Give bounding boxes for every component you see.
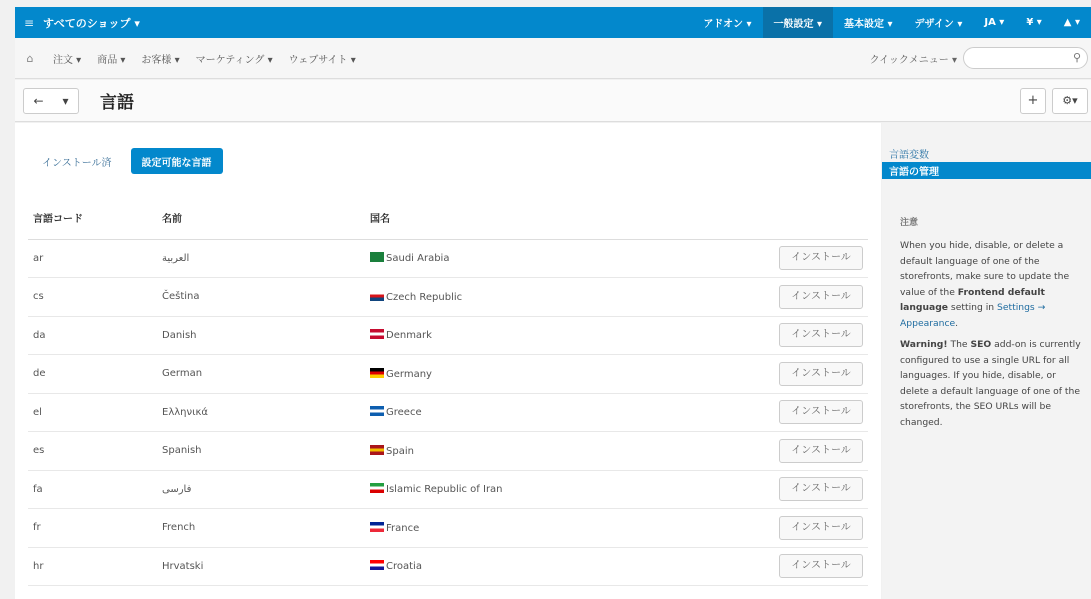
language-code: de bbox=[28, 355, 162, 394]
top-menu bbox=[692, 7, 1091, 38]
home-icon[interactable]: ⌂ bbox=[26, 51, 34, 65]
language-code: el bbox=[28, 393, 162, 432]
table-row bbox=[28, 547, 868, 586]
flag-icon bbox=[370, 445, 384, 455]
language-code: es bbox=[28, 432, 162, 471]
language-name: فارسی bbox=[162, 470, 370, 509]
add-button[interactable]: + bbox=[1020, 88, 1046, 114]
tabs bbox=[31, 148, 231, 174]
language-name: Ελληνικά bbox=[162, 393, 370, 432]
country-name: Greece bbox=[386, 407, 422, 419]
language-name: العربية bbox=[162, 239, 370, 278]
language-code: fa bbox=[28, 470, 162, 509]
tab-available-languages[interactable]: 設定可能な言語 bbox=[131, 148, 223, 174]
install-button[interactable]: インストール bbox=[779, 362, 863, 386]
country-name: Islamic Republic of Iran bbox=[386, 484, 503, 496]
table-header-row bbox=[28, 196, 868, 239]
secondary-menu-item[interactable]: マーケティング ▾ bbox=[195, 54, 273, 66]
language-code: cs bbox=[28, 278, 162, 317]
flag-icon bbox=[370, 291, 384, 301]
language-name: Danish bbox=[162, 316, 370, 355]
language-name: German bbox=[162, 355, 370, 394]
flag-icon bbox=[370, 560, 384, 570]
table-row bbox=[28, 239, 868, 278]
install-button[interactable]: インストール bbox=[779, 246, 863, 270]
flag-icon bbox=[370, 252, 384, 262]
country-name: France bbox=[386, 522, 420, 534]
top-menu-item[interactable]: JA ▾ bbox=[984, 17, 1005, 28]
country-cell bbox=[370, 432, 774, 471]
country-name: Spain bbox=[386, 445, 414, 457]
title-bar bbox=[15, 80, 1091, 122]
language-code: da bbox=[28, 316, 162, 355]
country-cell bbox=[370, 316, 774, 355]
menu-icon[interactable]: ≡ bbox=[23, 15, 35, 30]
table-row bbox=[28, 509, 868, 548]
table-row bbox=[28, 355, 868, 394]
column-header-country: 国名 bbox=[370, 196, 774, 239]
country-name: Saudi Arabia bbox=[386, 253, 450, 265]
page-title: 言語 bbox=[100, 93, 134, 113]
flag-icon bbox=[370, 406, 384, 416]
flag-icon bbox=[370, 522, 384, 532]
language-name: French bbox=[162, 509, 370, 548]
column-header-name: 名前 bbox=[162, 196, 370, 239]
flag-icon bbox=[370, 483, 384, 493]
notes-text bbox=[882, 238, 1091, 430]
notes-heading: 注意 bbox=[900, 218, 919, 228]
search-icon: ⚲ bbox=[1072, 51, 1081, 64]
top-navbar bbox=[15, 7, 1091, 38]
settings-appearance-link[interactable]: Settings → Appearance bbox=[900, 302, 1046, 329]
main-content bbox=[15, 123, 881, 599]
settings-button[interactable]: ⚙▾ bbox=[1052, 88, 1088, 114]
sidebar bbox=[882, 123, 1091, 599]
install-button[interactable]: インストール bbox=[779, 400, 863, 424]
country-cell bbox=[370, 355, 774, 394]
language-name: Spanish bbox=[162, 432, 370, 471]
secondary-navbar bbox=[15, 38, 1091, 79]
warning-paragraph: Warning! The SEO add-on is currently configured to use a single URL for all languages. If you hide, disable, or delete a default language of one of the storefronts, the SEO URLs will be changed. bbox=[900, 339, 1081, 428]
back-arrow-icon: ← bbox=[33, 93, 44, 108]
table-row bbox=[28, 432, 868, 471]
country-name: Czech Republic bbox=[386, 291, 463, 303]
quick-menu[interactable]: クイックメニュー ▾ bbox=[869, 54, 957, 66]
country-name: Croatia bbox=[386, 561, 422, 573]
country-name: Germany bbox=[386, 368, 432, 380]
table-row bbox=[28, 278, 868, 317]
install-button[interactable]: インストール bbox=[779, 439, 863, 463]
secondary-menu-item[interactable]: ウェブサイト ▾ bbox=[288, 54, 356, 66]
flag-icon bbox=[370, 329, 384, 339]
top-menu-item[interactable]: 一般設定 ▾ bbox=[763, 7, 834, 38]
country-cell bbox=[370, 239, 774, 278]
language-code: ar bbox=[28, 239, 162, 278]
note-paragraph: When you hide, disable, or delete a default language of one of the storefronts, make sure to update the value of the Frontend default language setting in Settings → Appearance. bbox=[900, 240, 1070, 329]
table-row bbox=[28, 316, 868, 355]
search-input[interactable] bbox=[963, 47, 1088, 69]
sidebar-link-manage-languages[interactable]: 言語の管理 bbox=[882, 162, 1091, 179]
country-cell bbox=[370, 278, 774, 317]
install-button[interactable]: インストール bbox=[779, 516, 863, 540]
language-code: fr bbox=[28, 509, 162, 548]
top-menu-item[interactable]: ▲ ▾ bbox=[1063, 17, 1080, 28]
table-row bbox=[28, 470, 868, 509]
languages-table bbox=[28, 196, 868, 586]
store-selector[interactable]: すべてのショップ ▾ bbox=[43, 16, 140, 30]
country-cell bbox=[370, 509, 774, 548]
top-menu-item[interactable]: 基本設定 ▾ bbox=[844, 19, 893, 30]
back-button[interactable] bbox=[23, 88, 79, 114]
install-button[interactable]: インストール bbox=[779, 323, 863, 347]
secondary-menu-item[interactable]: 商品 ▾ bbox=[97, 54, 126, 66]
sidebar-link-language-variables[interactable]: 言語変数 bbox=[889, 150, 929, 161]
country-cell bbox=[370, 393, 774, 432]
install-button[interactable]: インストール bbox=[779, 477, 863, 501]
install-button[interactable]: インストール bbox=[779, 554, 863, 578]
secondary-menu-item[interactable]: お客様 ▾ bbox=[141, 54, 180, 66]
country-cell bbox=[370, 547, 774, 586]
language-name: Hrvatski bbox=[162, 547, 370, 586]
install-button[interactable]: インストール bbox=[779, 285, 863, 309]
chevron-down-icon: ▾ bbox=[62, 93, 69, 108]
secondary-menu bbox=[45, 51, 364, 66]
flag-icon bbox=[370, 368, 384, 378]
language-name: Čeština bbox=[162, 278, 370, 317]
tab-installed[interactable]: インストール済 bbox=[42, 157, 112, 169]
column-header-code: 言語コード bbox=[28, 196, 162, 239]
top-menu-item[interactable]: デザイン ▾ bbox=[914, 19, 963, 30]
secondary-menu-item[interactable]: 注文 ▾ bbox=[53, 54, 82, 66]
language-code: hr bbox=[28, 547, 162, 586]
top-menu-item[interactable]: ¥ ▾ bbox=[1026, 17, 1042, 28]
country-cell bbox=[370, 470, 774, 509]
table-row bbox=[28, 393, 868, 432]
top-menu-item[interactable]: アドオン ▾ bbox=[703, 19, 752, 30]
country-name: Denmark bbox=[386, 330, 432, 342]
